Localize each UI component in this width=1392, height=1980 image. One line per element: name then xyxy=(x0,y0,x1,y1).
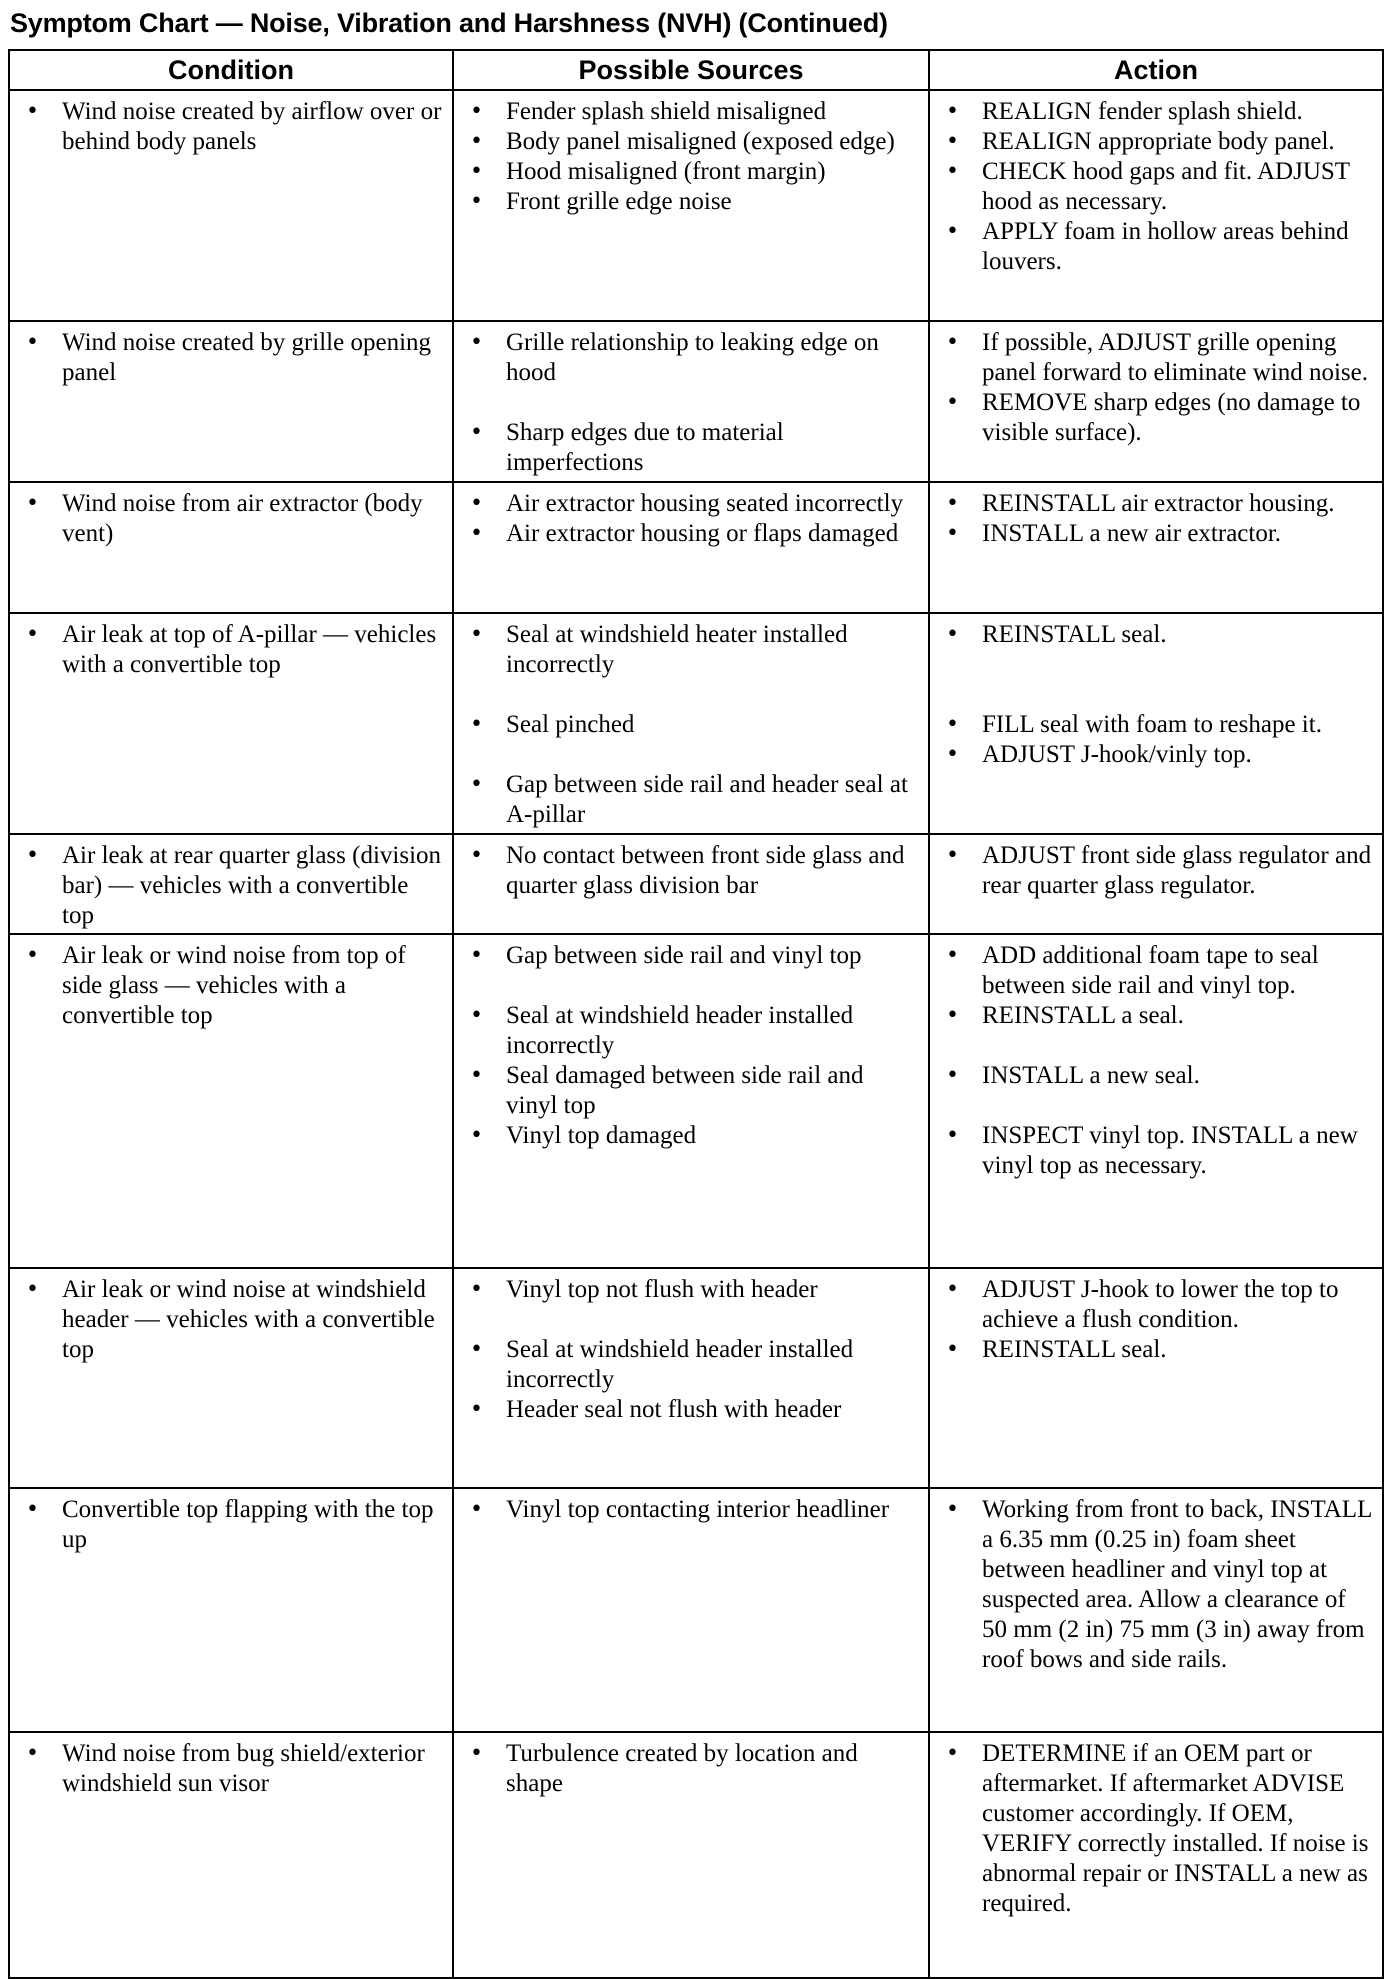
action-item: • ADJUST J-hook to lower the top to achieve a flush condition. xyxy=(940,1275,1374,1335)
page-title: Symptom Chart — Noise, Vibration and Harshness (NVH) (Continued) xyxy=(10,8,888,38)
source-item: • Vinyl top contacting interior headliner xyxy=(464,1495,920,1525)
source-item: • Air extractor housing or flaps damaged xyxy=(464,519,920,549)
table-row xyxy=(9,90,1383,321)
action-cell xyxy=(929,321,1383,482)
sources-cell xyxy=(453,613,929,834)
sources-cell xyxy=(453,1488,929,1732)
action-item: • INSTALL a new air extractor. xyxy=(940,519,1374,549)
source-item: • Seal at windshield header installed incorrectly xyxy=(464,1335,920,1395)
source-item: • Gap between side rail and vinyl top xyxy=(464,941,920,971)
condition-cell xyxy=(9,90,453,321)
condition-cell xyxy=(9,1732,453,1978)
table-row xyxy=(9,1268,1383,1488)
sources-cell xyxy=(453,90,929,321)
source-item: • Front grille edge noise xyxy=(464,187,920,217)
condition-text: • Air leak at rear quarter glass (division bar) — vehicles with a convertible top xyxy=(20,841,444,931)
action-item: • REINSTALL a seal. xyxy=(940,1001,1374,1031)
condition-text: • Convertible top flapping with the top up xyxy=(20,1495,444,1555)
action-item: • REINSTALL air extractor housing. xyxy=(940,489,1374,519)
table-row xyxy=(9,613,1383,834)
condition-text: • Wind noise from air extractor (body vent) xyxy=(20,489,444,549)
action-item: • APPLY foam in hollow areas behind louvers. xyxy=(940,217,1374,277)
action-item: • If possible, ADJUST grille opening panel forward to eliminate wind noise. xyxy=(940,328,1374,388)
sources-cell xyxy=(453,1268,929,1488)
action-item: • FILL seal with foam to reshape it. xyxy=(940,710,1374,740)
source-item: • Sharp edges due to material imperfections xyxy=(464,418,920,478)
condition-cell xyxy=(9,1488,453,1732)
source-item: • Fender splash shield misaligned xyxy=(464,97,920,127)
action-cell xyxy=(929,1268,1383,1488)
action-item: • CHECK hood gaps and fit. ADJUST hood as necessary. xyxy=(940,157,1374,217)
action-item: • REALIGN fender splash shield. xyxy=(940,97,1374,127)
action-item: • REALIGN appropriate body panel. xyxy=(940,127,1374,157)
action-item: • ADJUST J-hook/vinly top. xyxy=(940,740,1374,770)
source-item: • Turbulence created by location and shape xyxy=(464,1739,920,1799)
column-header-sources: Possible Sources xyxy=(453,50,929,90)
source-item: • Grille relationship to leaking edge on hood xyxy=(464,328,920,388)
table-row xyxy=(9,1732,1383,1978)
condition-cell xyxy=(9,613,453,834)
sources-cell xyxy=(453,482,929,613)
sources-cell xyxy=(453,1732,929,1978)
condition-cell xyxy=(9,321,453,482)
condition-cell xyxy=(9,1268,453,1488)
table-row xyxy=(9,482,1383,613)
action-item: • INSPECT vinyl top. INSTALL a new vinyl top as necessary. xyxy=(940,1121,1374,1181)
condition-cell xyxy=(9,834,453,934)
action-item: • REMOVE sharp edges (no damage to visible surface). xyxy=(940,388,1374,448)
condition-cell xyxy=(9,934,453,1268)
action-item: • ADJUST front side glass regulator and rear quarter glass regulator. xyxy=(940,841,1374,901)
action-cell xyxy=(929,482,1383,613)
source-item: • Body panel misaligned (exposed edge) xyxy=(464,127,920,157)
source-item: • Vinyl top damaged xyxy=(464,1121,920,1151)
source-item: • Air extractor housing seated incorrectly xyxy=(464,489,920,519)
source-item: • Gap between side rail and header seal at A-pillar xyxy=(464,770,920,830)
action-item: • INSTALL a new seal. xyxy=(940,1061,1374,1091)
symptom-chart-table xyxy=(8,49,1384,1979)
condition-text: • Wind noise created by airflow over or behind body panels xyxy=(20,97,444,157)
action-item: • REINSTALL seal. xyxy=(940,620,1374,650)
header-row xyxy=(9,50,1383,90)
action-cell xyxy=(929,1732,1383,1978)
action-item: • ADD additional foam tape to seal between side rail and vinyl top. xyxy=(940,941,1374,1001)
source-item: • No contact between front side glass and quarter glass division bar xyxy=(464,841,920,901)
action-cell xyxy=(929,1488,1383,1732)
source-item: • Seal pinched xyxy=(464,710,920,740)
source-item: • Vinyl top not flush with header xyxy=(464,1275,920,1305)
action-item: • Working from front to back, INSTALL a 6.35 mm (0.25 in) foam sheet between headliner and vinyl top at suspected area. Allow a clearance of 50 mm (2 in) 75 mm (3 in) away from roof bows and side rails. xyxy=(940,1495,1374,1675)
condition-cell xyxy=(9,482,453,613)
sources-cell xyxy=(453,934,929,1268)
source-item: • Seal at windshield header installed incorrectly xyxy=(464,1001,920,1061)
condition-text: • Wind noise from bug shield/exterior windshield sun visor xyxy=(20,1739,444,1799)
condition-text: • Air leak or wind noise at windshield header — vehicles with a convertible top xyxy=(20,1275,444,1365)
condition-text: • Wind noise created by grille opening panel xyxy=(20,328,444,388)
table-row xyxy=(9,834,1383,934)
source-item: • Seal at windshield heater installed incorrectly xyxy=(464,620,920,680)
source-item: • Header seal not flush with header xyxy=(464,1395,920,1425)
condition-text: • Air leak or wind noise from top of side glass — vehicles with a convertible top xyxy=(20,941,444,1031)
source-item: • Hood misaligned (front margin) xyxy=(464,157,920,187)
table-row xyxy=(9,934,1383,1268)
condition-text: • Air leak at top of A-pillar — vehicles with a convertible top xyxy=(20,620,444,680)
column-header-action: Action xyxy=(929,50,1383,90)
action-cell xyxy=(929,934,1383,1268)
action-item: • REINSTALL seal. xyxy=(940,1335,1374,1365)
action-cell xyxy=(929,90,1383,321)
table-row xyxy=(9,1488,1383,1732)
sources-cell xyxy=(453,321,929,482)
sources-cell xyxy=(453,834,929,934)
action-item: • DETERMINE if an OEM part or aftermarket. If aftermarket ADVISE customer accordingly. If OEM, VERIFY correctly installed. If noise is abnormal repair or INSTALL a new as required. xyxy=(940,1739,1374,1919)
action-cell xyxy=(929,834,1383,934)
column-header-condition: Condition xyxy=(9,50,453,90)
action-cell xyxy=(929,613,1383,834)
source-item: • Seal damaged between side rail and vinyl top xyxy=(464,1061,920,1121)
table-row xyxy=(9,321,1383,482)
